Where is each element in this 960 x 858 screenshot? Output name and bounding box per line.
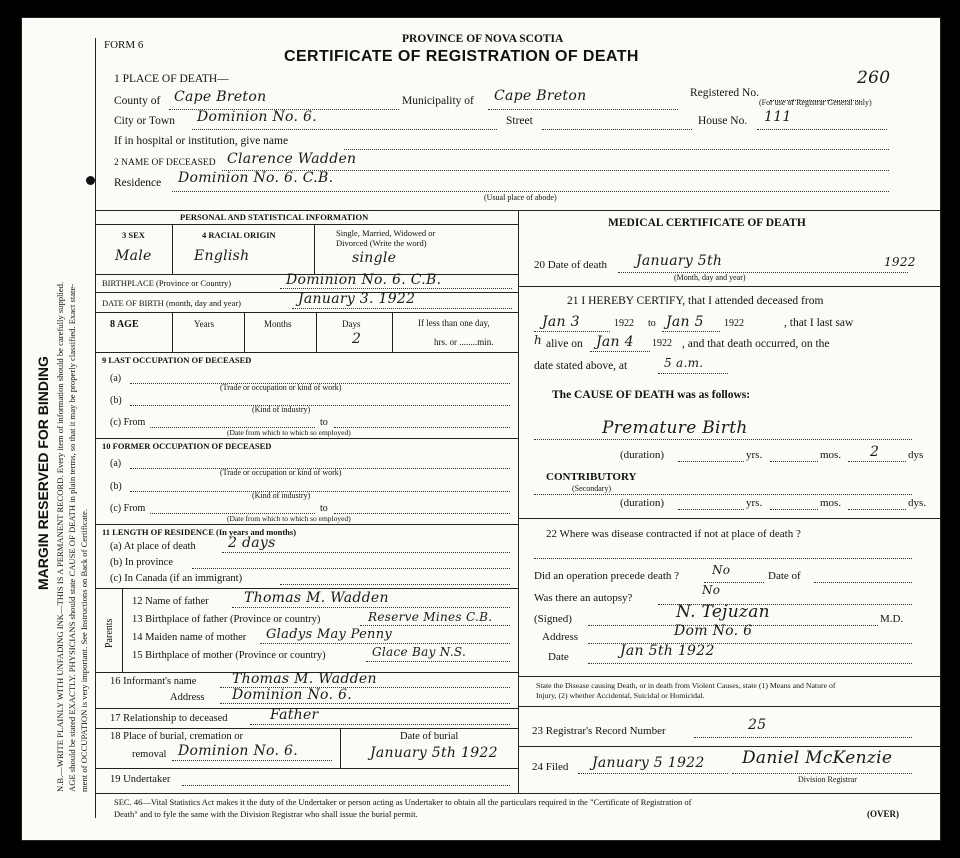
time-of-death-value: 5 a.m.	[664, 356, 704, 370]
years-label: Years	[194, 319, 215, 329]
county-value: Cape Breton	[174, 89, 267, 105]
trade-note-10: (Trade or occupation or kind of work)	[220, 468, 342, 477]
record-number-label: 23 Registrar's Record Number	[532, 725, 666, 737]
contributory-duration-label: (duration)	[620, 497, 664, 509]
margin-note-1: N.B.—WRITE PLAINLY WITH UNFADING INK—THIS IS A PERMANENT RECORD. Every item of information should be carefully supplied.	[55, 281, 65, 792]
municipality-value: Cape Breton	[494, 88, 587, 104]
alive-on-year: 1922	[652, 338, 672, 349]
industry-note-9: (Kind of industry)	[252, 405, 311, 414]
margin-rule	[95, 38, 96, 818]
attended-from-value: Jan 3	[542, 314, 580, 330]
date-of-death-year: 1922	[884, 255, 916, 269]
personal-info-header: PERSONAL AND STATISTICAL INFORMATION	[180, 212, 369, 222]
violent-causes-note-1: State the Disease causing Death, or in death from Violent Causes, state (1) Means and Nature of	[536, 681, 836, 690]
undertaker-label: 19 Undertaker	[110, 774, 171, 785]
autopsy-value: No	[702, 583, 721, 597]
days-value: 2	[352, 331, 362, 347]
q22-label: 22 Where was disease contracted if not at place of death ?	[546, 528, 801, 540]
months-label: Months	[264, 319, 292, 329]
signed-label: (Signed)	[534, 613, 572, 625]
city-label: City or Town	[114, 115, 175, 127]
autopsy-label: Was there an autopsy?	[534, 592, 633, 604]
attended-from-year: 1922	[614, 318, 634, 329]
violent-causes-note-2: Injury, (2) whether Accidental, Suicidal or Homicidal.	[536, 691, 705, 700]
name-of-deceased-value: Clarence Wadden	[227, 151, 357, 167]
certificate-title: CERTIFICATE OF REGISTRATION OF DEATH	[284, 48, 639, 65]
residence-value: Dominion No. 6. C.B.	[178, 170, 334, 186]
burial-place-label-2: removal	[132, 749, 167, 760]
sex-value: Male	[115, 248, 152, 264]
date-stated-label: date stated above, at	[534, 360, 628, 372]
city-value: Dominion No. 6.	[197, 109, 317, 125]
relationship-label: 17 Relationship to deceased	[110, 713, 228, 724]
province-heading: PROVINCE OF NOVA SCOTIA	[402, 33, 564, 45]
informant-value: Thomas M. Wadden	[232, 671, 377, 687]
margin-note-2: AGE should be stated EXACTLY. PHYSICIANS should state CAUSE OF DEATH in plain terms, so that it may be properly classified. Exact state-	[67, 283, 77, 792]
physician-date-label: Date	[548, 651, 569, 663]
name-of-deceased-label: 2 NAME OF DECEASED	[114, 158, 216, 168]
mother-name-label: 14 Maiden name of mother	[132, 632, 247, 643]
county-label: County of	[114, 95, 161, 107]
alive-on-label: alive on	[546, 338, 583, 350]
over-label: (OVER)	[867, 809, 899, 819]
date-of-death-note: (Month, day and year)	[674, 273, 746, 282]
medical-cert-header: MEDICAL CERTIFICATE OF DEATH	[608, 217, 806, 229]
usual-abode-note: (Usual place of abode)	[484, 193, 557, 202]
marital-label-1: Single, Married, Widowed or	[336, 228, 436, 238]
house-no-label: House No.	[698, 115, 748, 127]
death-occurred-text: , and that death occurred, on the	[682, 338, 830, 350]
length-of-residence-label: 11 LENGTH OF RESIDENCE (In years and months)	[102, 527, 297, 537]
racial-origin-label: 4 RACIAL ORIGIN	[202, 230, 276, 240]
registrar-general-note: (For use of Registrar General only)	[759, 98, 872, 107]
binding-hole	[86, 176, 95, 185]
physician-address-value: Dom No. 6	[674, 623, 753, 639]
hospital-label: If in hospital or institution, give name	[114, 135, 289, 147]
less-than-day-2: hrs. or ........min.	[434, 337, 494, 347]
father-birthplace-value: Reserve Mines C.B.	[368, 610, 493, 624]
footer-line-1: SEC. 46—Vital Statistics Act makes it the duty of the Undertaker or person acting as Undertaker to obtain all the particulars required in the "Certificate of Registration of	[114, 797, 692, 807]
trade-note-9: (Trade or occupation or kind of work)	[220, 383, 342, 392]
from-note-10: (Date from which to which so employed)	[227, 514, 351, 523]
physician-address-label: Address	[542, 631, 579, 643]
registered-number-value: 260	[857, 68, 891, 88]
operation-value: No	[712, 563, 731, 577]
from-note-9: (Date from which to which so employed)	[227, 428, 351, 437]
at-place-of-death-label: (a) At place of death	[110, 541, 196, 552]
age-label: 8 AGE	[110, 319, 139, 330]
municipality-label: Municipality of	[402, 95, 474, 107]
place-of-death-label: 1 PLACE OF DEATH—	[114, 73, 229, 85]
marital-label-2: Divorced (Write the word)	[336, 238, 427, 248]
registrar-signature: Daniel McKenzie	[742, 748, 893, 768]
racial-origin-value: English	[194, 248, 250, 264]
dob-value: January 3. 1922	[298, 291, 416, 307]
burial-place-value: Dominion No. 6.	[178, 743, 298, 759]
residence-label: Residence	[114, 177, 162, 189]
cause-duration-days: 2	[870, 444, 880, 460]
marital-value: single	[352, 250, 397, 266]
cause-of-death-value: Premature Birth	[602, 418, 748, 438]
footer-line-2: Death" and to fyle the same with the Division Registrar who shall issue the burial permit.	[114, 809, 418, 819]
binding-margin-label: MARGIN RESERVED FOR BINDING	[35, 356, 51, 590]
attended-to-value: Jan 5	[666, 314, 704, 330]
margin-note-3: ment of OCCUPATION is very important. See Instructions on Back of Certificate.	[79, 509, 89, 792]
house-no-value: 111	[764, 109, 792, 125]
physician-signature: N. Tejuzan	[676, 602, 770, 622]
mother-birthplace-value: Glace Bay N.S.	[372, 645, 467, 659]
form-number: FORM 6	[104, 39, 144, 51]
mother-name-value: Gladys May Penny	[266, 627, 393, 642]
date-of-death-label: 20 Date of death	[534, 259, 607, 271]
record-number-value: 25	[748, 717, 767, 733]
father-name-value: Thomas M. Wadden	[244, 590, 389, 606]
attended-to-year: 1922	[724, 318, 744, 329]
certify-text: 21 I HEREBY CERTIFY, that I attended deceased from	[567, 295, 824, 307]
cause-of-death-label: The CAUSE OF DEATH was as follows:	[552, 389, 751, 401]
sex-label: 3 SEX	[122, 230, 145, 240]
date-of-label: Date of	[768, 570, 801, 582]
division-registrar-label: Division Registrar	[798, 775, 857, 784]
burial-date-value: January 5th 1922	[370, 745, 498, 761]
filed-label: 24 Filed	[532, 761, 569, 773]
dob-label: DATE OF BIRTH (month, day and year)	[102, 298, 242, 308]
burial-place-label-1: 18 Place of burial, cremation or	[110, 731, 243, 742]
in-province-label: (b) In province	[110, 557, 173, 568]
certificate-sheet: MARGIN RESERVED FOR BINDING N.B.—WRITE PLAINLY WITH UNFADING INK—THIS IS A PERMANENT RECORD. Every item of information should be carefully supplied. AGE should be stated EXACTLY. PHYSICIANS should state CAUSE OF DEATH in plain terms, so that it may be properly classified. Exact state- ment of OCCUPATION is very important. See Instructions on Back of Certificate. FORM 6 PROVINCE OF NOVA SCOTIA CERTIFICATE OF REGISTRATION OF DEATH 260 1 PLACE OF DEATH— County of Cape Breton Municipality of Cape Breton Registered No. (For use of Registrar General only) City or Town Dominion No. 6. Street House No. 111 If in hospital or institution, give name 2 NAME OF DECEASED Clarence Wadden Residence Dominion No. 6. C.B. (Usual place of abode) PERSONAL AND STATISTICAL INFORMATION 3 SEX Male 4 RACIAL ORIGIN English Single, Married, Widowed or Divorced (Write the word) single BIRTHPLACE (Province or Country) Dominion No. 6. C.B. DATE OF BIRTH (month, day and year) January 3. 1922 8 AGE Years Months Days 2 If less than one day, hrs. or ........min. 9 LAST OCCUPATION OF DECEASED (a) (Trade or occupation or kind of work) (b) (Kind of industry) (c) From to (Date from which to which so employed) 10 FORMER OCCUPATION OF DECEASED (a) (Trade or occupation or kind of work) (b) (Kind of industry) (c) From to (Date from which to which so employed) 11 LENGTH OF RESIDENCE (In years and months) (a) At place of death 2 days (b) In province (c) In Canada (if an immigrant) Parents 12 Name of father Thomas M. Wadden 13 Birthplace of father (Province or country) Reserve Mines C.B. 14 Maiden name of mother Gladys May Penny 15 Birthplace of mother (Province or country) Glace Bay N.S. 16 Informant's name Thomas M. Wadden Address Dominion No. 6. 17 Relationship to deceased Father 18 Place of burial, cremation or removal Dominion No. 6. Date of burial January 5th 1922 19 Undertaker MEDICAL CERTIFICATE OF DEATH 20 Date of death January 5th 1922 (Month, day and year) 21 I HEREBY CERTIFY, that I attended deceased from Jan 3 1922 to Jan 5 1922 , that I last saw h alive on Jan 4 1922 , and that death occurred, on the date stated above, at 5 a.m. The CAUSE OF DEATH was as follows: Premature Birth (duration) yrs. mos. 2 dys CONTRIBUTORY (Secondary) (duration) yrs. mos. dys. 22 Where was disease contracted if not at place of death ? Did an operation precede death ? No Date of Was there an autopsy? No (Signed) N. Tejuzan M.D. Address Dom No. 6 Date Jan 5th 1922 State the Disease causing Death, or in death from Violent Causes, state (1) Means and Nature of Injury, (2) whether Accidental, Suicidal or Homicidal. 23 Registrar's Record Number 25 24 Filed January 5 1922 Daniel McKenzie Division Registrar SEC. 46—Vital Statistics Act makes it the duty of the Undertaker or person acting as Undertaker to obtain all the particulars required in the "Certificate of Registration of Death" and to fyle the same with the Division Registrar who shall issue the burial permit. (OVER)	[22, 18, 940, 840]
last-saw-text: , that I last saw	[784, 317, 854, 329]
former-occupation-label: 10 FORMER OCCUPATION OF DECEASED	[102, 441, 272, 451]
operation-label: Did an operation precede death ?	[534, 570, 680, 582]
father-birthplace-label: 13 Birthplace of father (Province or country)	[132, 614, 321, 625]
at-place-of-death-value: 2 days	[228, 535, 276, 551]
date-of-death-value: January 5th	[636, 253, 723, 269]
relationship-value: Father	[270, 707, 319, 723]
contributory-label: CONTRIBUTORY	[546, 471, 637, 483]
days-label: Days	[342, 319, 361, 329]
burial-date-label: Date of burial	[400, 731, 459, 742]
alive-on-value: Jan 4	[596, 334, 634, 350]
secondary-note: (Secondary)	[572, 484, 612, 493]
industry-note-10: (Kind of industry)	[252, 491, 311, 500]
in-canada-label: (c) In Canada (if an immigrant)	[110, 573, 243, 584]
father-name-label: 12 Name of father	[132, 596, 209, 607]
informant-address-label: Address	[170, 692, 205, 703]
informant-label: 16 Informant's name	[110, 676, 197, 687]
physician-date-value: Jan 5th 1922	[620, 643, 715, 659]
mother-birthplace-label: 15 Birthplace of mother (Province or country)	[132, 650, 326, 661]
less-than-day-1: If less than one day,	[418, 318, 490, 328]
last-occupation-label: 9 LAST OCCUPATION OF DECEASED	[102, 355, 252, 365]
birthplace-value: Dominion No. 6. C.B.	[286, 272, 442, 288]
cause-duration-label: (duration)	[620, 449, 664, 461]
birthplace-label: BIRTHPLACE (Province or Country)	[102, 278, 232, 288]
informant-address-value: Dominion No. 6.	[232, 687, 352, 703]
street-label: Street	[506, 115, 533, 127]
parents-side-label: Parents	[104, 618, 115, 648]
registered-no-label: Registered No.	[690, 87, 759, 99]
filed-value: January 5 1922	[592, 755, 705, 771]
